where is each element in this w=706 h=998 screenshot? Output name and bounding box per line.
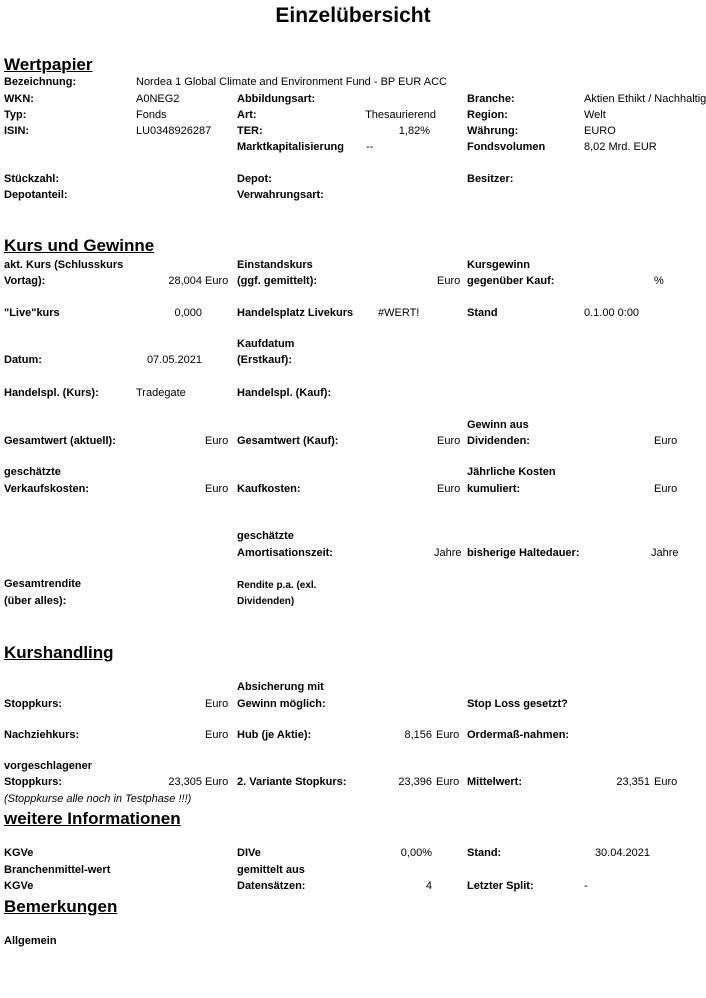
- variante-value: 23,396: [398, 776, 432, 788]
- besitzer-label: Besitzer:: [467, 173, 514, 185]
- variante-label: 2. Variante Stopkurs:: [237, 776, 347, 788]
- dive-label: DIVe: [237, 847, 261, 859]
- section-heading-wertpapier: Wertpapier: [4, 55, 93, 74]
- akt-kurs-label-1: akt. Kurs (Schlusskurs: [4, 259, 124, 271]
- handelspl-kurs-value: Tradegate: [136, 387, 186, 399]
- nachziehkurs-unit: Euro: [205, 729, 229, 741]
- mittelwert-label: Mittelwert:: [467, 776, 522, 788]
- region-value: Welt: [584, 109, 606, 121]
- einstandskurs-label-2: (ggf. gemittelt):: [237, 275, 318, 287]
- bezeichnung-value: Nordea 1 Global Climate and Environment Fund - BP EUR ACC: [136, 76, 447, 88]
- handelsplatz-live-label: Handelsplatz Livekurs: [237, 307, 354, 319]
- datum-value: 07.05.2021: [146, 354, 202, 366]
- waehrung-value: EURO: [584, 125, 616, 137]
- gesamtwert-aktuell-label: Gesamtwert (aktuell):: [4, 435, 116, 447]
- isin-value: LU0348926287: [136, 125, 212, 137]
- vorgeschlagen-unit: Euro: [205, 776, 229, 788]
- allgemein-label: Allgemein: [4, 935, 57, 947]
- absicherung-label-1: Absicherung mit: [237, 681, 324, 693]
- livekurs-value: 0,000: [174, 307, 202, 319]
- verkaufskosten-label-1: geschätzte: [4, 466, 61, 478]
- variante-unit: Euro: [436, 776, 460, 788]
- rendite-label-1: Rendite p.a. (exl.: [237, 580, 317, 591]
- mittelwert-unit: Euro: [654, 776, 678, 788]
- gesamtwert-kauf-label: Gesamtwert (Kauf):: [237, 435, 339, 447]
- gewinn-div-unit: Euro: [654, 435, 678, 447]
- ter-label: TER:: [237, 125, 263, 137]
- gewinn-div-label-1: Gewinn aus: [467, 419, 529, 431]
- typ-label: Typ:: [4, 109, 27, 121]
- marktkap-label: Marktkapitalisierung: [237, 141, 344, 153]
- gemittelt-label-2: Datensätzen:: [237, 880, 306, 892]
- abbildungsart-label: Abbildungsart:: [237, 93, 316, 105]
- gewinn-div-label-2: Dividenden:: [467, 435, 530, 447]
- depot-label: Depot:: [237, 173, 272, 185]
- amortisation-label-2: Amortisationszeit:: [237, 547, 333, 559]
- section-heading-bemerkungen: Bemerkungen: [4, 897, 118, 916]
- jaehrliche-kosten-label-1: Jährliche Kosten: [467, 466, 556, 478]
- amortisation-label-1: geschätzte: [237, 530, 294, 542]
- ter-value: 1,82%: [398, 125, 430, 137]
- absicherung-label-2: Gewinn möglich:: [237, 698, 326, 710]
- isin-label: ISIN:: [4, 125, 30, 137]
- akt-kurs-label-2: Vortag):: [4, 275, 46, 287]
- kgve-label: KGVe: [4, 847, 34, 859]
- section-heading-kurs: Kurs und Gewinne: [4, 236, 155, 255]
- gesamtwert-aktuell-unit: Euro: [205, 435, 229, 447]
- wkn-label: WKN:: [4, 93, 34, 105]
- art-value: Thesaurierend: [365, 109, 436, 121]
- section-heading-kurshandling: Kurshandling: [4, 643, 114, 662]
- akt-kurs-value: 28,004: [168, 275, 202, 287]
- kursgewinn-unit: %: [654, 275, 664, 287]
- stand-label: Stand: [467, 307, 498, 319]
- haltedauer-label: bisherige Haltedauer:: [467, 547, 580, 559]
- stoploss-label: Stop Loss gesetzt?: [467, 698, 568, 710]
- hub-label: Hub (je Aktie):: [237, 729, 312, 741]
- art-label: Art:: [237, 109, 257, 121]
- kaufkosten-label: Kaufkosten:: [237, 483, 301, 495]
- jaehrliche-kosten-unit: Euro: [654, 483, 678, 495]
- typ-value: Fonds: [136, 109, 167, 121]
- branchen-kgve-label-2: KGVe: [4, 880, 34, 892]
- gesamtrendite-label-2: (über alles):: [4, 595, 67, 607]
- split-label: Letzter Split:: [467, 880, 534, 892]
- handelspl-kauf-label: Handelspl. (Kauf):: [237, 387, 332, 399]
- kaufdatum-label-2: (Erstkauf):: [237, 354, 293, 366]
- weitere-stand-label: Stand:: [467, 847, 502, 859]
- kaufdatum-label-1: Kaufdatum: [237, 338, 295, 350]
- amortisation-unit: Jahre: [434, 547, 462, 559]
- wkn-value: A0NEG2: [136, 93, 180, 105]
- datum-label: Datum:: [4, 354, 42, 366]
- split-value: -: [584, 880, 588, 892]
- region-label: Region:: [467, 109, 508, 121]
- stand-value: 0.1.00 0:00: [584, 307, 640, 319]
- fondsvolumen-label: Fondsvolumen: [467, 141, 546, 153]
- handelspl-kurs-label: Handelspl. (Kurs):: [4, 387, 99, 399]
- vorgeschlagen-label-1: vorgeschlagener: [4, 760, 93, 772]
- weitere-stand-value: 30.04.2021: [594, 847, 650, 859]
- vorgeschlagen-label-2: Stoppkurs:: [4, 776, 63, 788]
- kursgewinn-label-1: Kursgewinn: [467, 259, 530, 271]
- dive-value: 0,00%: [400, 847, 432, 859]
- hub-value: 8,156: [404, 729, 432, 741]
- verkaufskosten-label-2: Verkaufskosten:: [4, 483, 89, 495]
- verkaufskosten-unit: Euro: [205, 483, 229, 495]
- stoppkurs-note: (Stoppkurse alle noch in Testphase !!!): [4, 793, 192, 805]
- gemittelt-label-1: gemittelt aus: [237, 864, 305, 876]
- gesamtwert-kauf-unit: Euro: [437, 435, 461, 447]
- nachziehkurs-label: Nachziehkurs:: [4, 729, 80, 741]
- vorgeschlagen-value: 23,305: [168, 776, 202, 788]
- stoppkurs-label: Stoppkurs:: [4, 698, 63, 710]
- haltedauer-unit: Jahre: [651, 547, 679, 559]
- gemittelt-value: 4: [425, 880, 432, 892]
- kaufkosten-unit: Euro: [437, 483, 461, 495]
- handelsplatz-live-value: #WERT!: [378, 307, 420, 319]
- einstandskurs-label-1: Einstandskurs: [237, 259, 313, 271]
- stueckzahl-label: Stückzahl:: [4, 173, 60, 185]
- jaehrliche-kosten-label-2: kumuliert:: [467, 483, 521, 495]
- verwahrungsart-label: Verwahrungsart:: [237, 189, 324, 201]
- stoppkurs-unit: Euro: [205, 698, 229, 710]
- section-heading-weitere: weitere Informationen: [4, 809, 181, 828]
- akt-kurs-unit: Euro: [205, 275, 229, 287]
- depotanteil-label: Depotanteil:: [4, 189, 68, 201]
- gesamtrendite-label-1: Gesamtrendite: [4, 578, 82, 590]
- branchen-kgve-label-1: Branchenmittel-wert: [4, 864, 111, 876]
- hub-unit: Euro: [436, 729, 460, 741]
- ordermass-label: Ordermaß-nahmen:: [467, 729, 570, 741]
- fondsvolumen-value: 8,02 Mrd. EUR: [584, 141, 657, 153]
- bezeichnung-label: Bezeichnung:: [4, 76, 77, 88]
- mittelwert-value: 23,351: [616, 776, 650, 788]
- marktkap-value: --: [366, 141, 374, 153]
- einstandskurs-unit: Euro: [437, 275, 461, 287]
- page-title: Einzelübersicht: [275, 4, 431, 27]
- livekurs-label: "Live"kurs: [4, 307, 60, 319]
- kursgewinn-label-2: gegenüber Kauf:: [467, 275, 555, 287]
- branche-label: Branche:: [467, 93, 515, 105]
- rendite-label-2: Dividenden): [237, 596, 295, 607]
- branche-value: Aktien Ethikt / Nachhaltig: [584, 93, 706, 105]
- waehrung-label: Währung:: [467, 125, 519, 137]
